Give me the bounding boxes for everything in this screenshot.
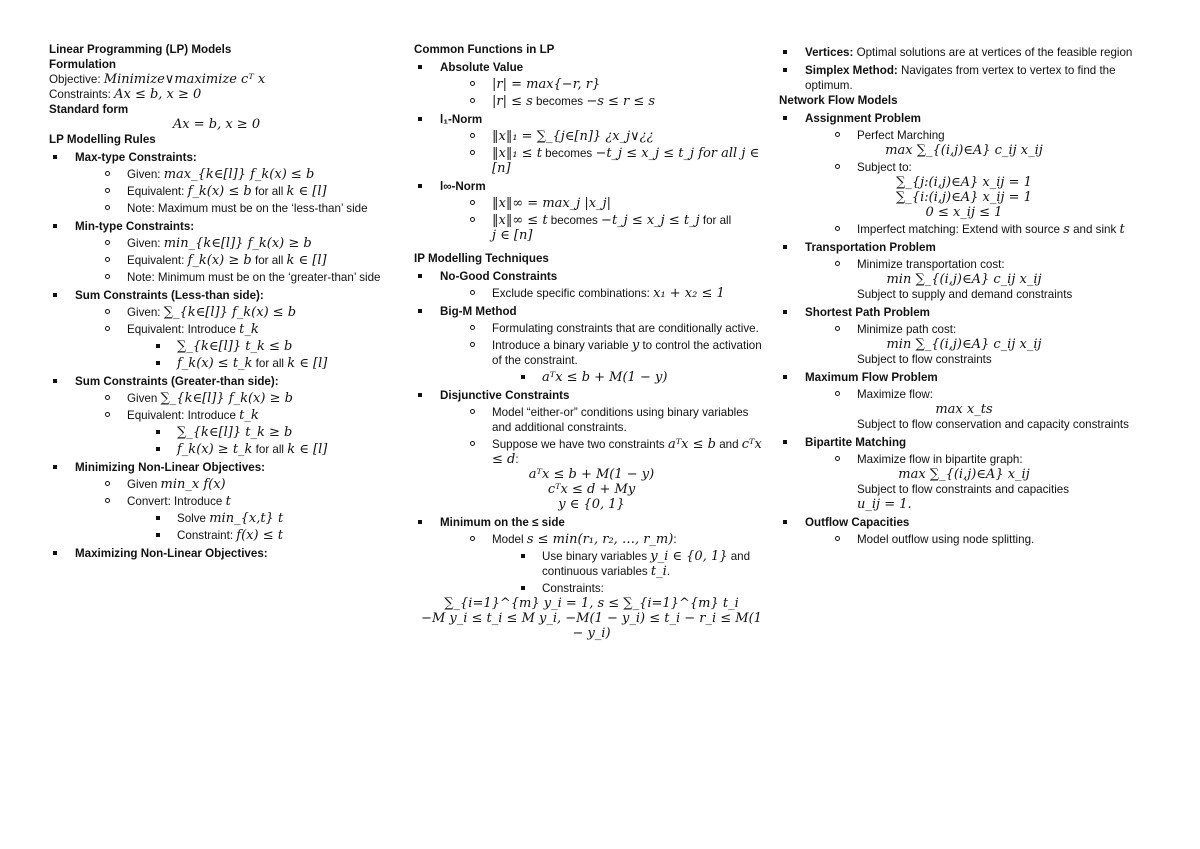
line-item	[414, 94, 769, 109]
line-label: Model outflow using node splitting.	[857, 533, 1035, 546]
line-item	[49, 442, 384, 457]
math-expression: |r| ≤ s	[492, 94, 533, 109]
line-text: and continuous variables	[542, 550, 751, 578]
line-item	[779, 143, 1149, 158]
math-expression: t	[225, 494, 231, 509]
line-text: for all	[252, 357, 288, 370]
line-item	[779, 240, 1149, 255]
line-text: becomes	[541, 147, 596, 160]
line-item	[49, 253, 384, 268]
section-heading	[414, 42, 769, 57]
column-3	[779, 42, 1149, 547]
math-expression: max x_ts	[935, 402, 993, 417]
math-expression: u_ij = 1.	[857, 497, 912, 512]
line-item	[49, 201, 384, 216]
line-item	[779, 337, 1149, 352]
math-expression: aᵀx ≤ b	[667, 437, 716, 452]
line-item	[779, 63, 1149, 93]
line-label: Note: Minimum must be on the ‘greater-than’ side	[127, 271, 381, 284]
line-item	[779, 190, 1149, 205]
line-item	[49, 184, 384, 199]
math-expression: f_k(x) ≤ b	[187, 184, 252, 199]
line-item	[49, 391, 384, 406]
line-item	[414, 196, 769, 211]
math-expression: ∑_{k∈[l]} f_k(x) ≤ b	[163, 305, 297, 320]
line-item	[414, 228, 769, 243]
line-label: Subject to:	[857, 161, 912, 174]
heading-text: Standard form	[49, 103, 129, 116]
line-item	[779, 322, 1149, 337]
math-expression: t_k	[239, 408, 259, 423]
line-item	[49, 87, 384, 102]
line-item	[779, 305, 1149, 320]
column-1	[49, 42, 384, 561]
section-heading	[779, 93, 1149, 108]
line-item	[49, 408, 384, 423]
item-title: Vertices:	[805, 46, 854, 59]
line-text: becomes	[532, 95, 587, 108]
line-item	[414, 405, 769, 435]
math-expression: ‖x‖₁ = ∑_{j∈[n]} ¿x_j∨¿¿	[492, 129, 654, 144]
math-expression: ∑_{i=1}^{m} y_i = 1, s ≤ ∑_{i=1}^{m} t_i	[444, 596, 739, 611]
line-label: Objective:	[49, 73, 104, 86]
math-expression: 0 ≤ x_ij ≤ 1	[925, 205, 1003, 220]
math-expression: k ∈ [l]	[287, 442, 328, 457]
item-title: Bipartite Matching	[805, 436, 907, 449]
math-expression: f_k(x) ≤ t_k	[177, 356, 253, 371]
line-item	[414, 532, 769, 547]
line-label: Minimize path cost:	[857, 323, 957, 336]
line-item	[49, 236, 384, 251]
math-expression: s ≤ min(r₁, r₂, …, r_m)	[526, 532, 674, 547]
line-label: Use binary variables	[542, 550, 651, 563]
line-label: Imperfect matching: Extend with source	[857, 223, 1064, 236]
math-expression: ∑_{j:(i,j)∈A} x_ij = 1	[896, 175, 1032, 190]
line-text: Optimal solutions are at vertices of the feasible region	[853, 46, 1133, 59]
item-title: Max-type Constraints:	[75, 151, 197, 164]
math-expression: aᵀx ≤ b + M(1 − y)	[542, 370, 668, 385]
line-item	[779, 128, 1149, 143]
math-expression: y ∈ {0, 1}	[558, 497, 625, 512]
line-text: for all	[252, 443, 288, 456]
line-item	[779, 205, 1149, 220]
line-label: Exclude specific combinations:	[492, 287, 654, 300]
section-heading	[49, 132, 384, 147]
item-title: Maximizing Non-Linear Objectives:	[75, 547, 268, 560]
heading-text: Network Flow Models	[779, 94, 898, 107]
item-title: Transportation Problem	[805, 241, 936, 254]
item-title: l∞-Norm	[440, 180, 486, 193]
line-item	[414, 243, 769, 251]
math-expression: max ∑_{(i,j)∈A} c_ij x_ij	[885, 143, 1043, 158]
math-expression: k ∈ [l]	[286, 184, 327, 199]
line-item	[779, 482, 1149, 497]
math-expression: min_x f(x)	[160, 477, 226, 492]
line-label: Maximize flow in bipartite graph:	[857, 453, 1023, 466]
line-item	[49, 477, 384, 492]
heading-text: LP Modelling Rules	[49, 133, 156, 146]
line-item	[414, 179, 769, 194]
section-heading	[49, 102, 384, 117]
line-item	[779, 402, 1149, 417]
math-expression: min_{k∈[l]} f_k(x) ≥ b	[163, 236, 312, 251]
item-title: Minimum on the ≤ side	[440, 516, 565, 529]
line-item	[779, 352, 1149, 367]
line-item	[49, 339, 384, 354]
line-text: for all	[699, 214, 732, 227]
line-item	[49, 117, 384, 132]
line-item	[49, 528, 384, 543]
line-item	[49, 511, 384, 526]
line-item	[779, 287, 1149, 302]
line-label: Perfect Marching	[857, 129, 945, 142]
line-item	[414, 269, 769, 284]
line-label: Given:	[127, 306, 164, 319]
math-expression: ∑_{k∈[l]} f_k(x) ≥ b	[160, 391, 293, 406]
line-item	[49, 219, 384, 234]
line-label: Equivalent: Introduce	[127, 323, 240, 336]
line-text: and	[715, 438, 742, 451]
line-label: Solve	[177, 512, 210, 525]
math-expression: aᵀx ≤ b + M(1 − y)	[528, 467, 655, 482]
line-label: Constraints:	[49, 88, 115, 101]
line-label: Constraints:	[542, 582, 604, 595]
math-expression: ‖x‖₁ ≤ t	[492, 146, 542, 161]
line-item	[779, 257, 1149, 272]
line-item	[49, 288, 384, 303]
line-label: Model “either-or” conditions using binary variables and additional constraints.	[492, 406, 749, 434]
math-expression: cᵀx ≤ d + My	[547, 482, 636, 497]
math-expression: t_k	[239, 322, 259, 337]
line-item	[49, 546, 384, 561]
line-item	[49, 167, 384, 182]
math-expression: t_i	[650, 564, 667, 579]
line-item	[779, 497, 1149, 512]
line-item	[414, 497, 769, 512]
line-item	[414, 515, 769, 530]
math-expression: j ∈ [n]	[492, 228, 533, 243]
line-item	[779, 417, 1149, 432]
line-item	[414, 286, 769, 301]
math-expression: y_i ∈ {0, 1}	[650, 549, 728, 564]
line-item	[414, 112, 769, 127]
column-2	[414, 42, 769, 641]
line-item	[779, 222, 1149, 237]
line-item	[779, 370, 1149, 385]
math-expression: ∑_{i:(i,j)∈A} x_ij = 1	[896, 190, 1032, 205]
line-item	[414, 77, 769, 92]
item-title: Absolute Value	[440, 61, 524, 74]
item-title: Disjunctive Constraints	[440, 389, 570, 402]
line-item	[414, 549, 769, 579]
math-expression: max_{k∈[l]} f_k(x) ≤ b	[163, 167, 315, 182]
line-item	[779, 387, 1149, 402]
line-item	[49, 322, 384, 337]
line-item	[414, 213, 769, 228]
line-item	[49, 374, 384, 389]
line-item	[414, 467, 769, 482]
heading-text: Formulation	[49, 58, 116, 71]
math-expression: |r| = max{−r, r}	[492, 77, 601, 92]
math-expression: s	[1063, 222, 1070, 237]
item-title: Assignment Problem	[805, 112, 921, 125]
line-item	[779, 452, 1149, 467]
line-label: Subject to flow constraints	[857, 353, 992, 366]
math-expression: x₁ + x₂ ≤ 1	[653, 286, 725, 301]
item-title: Minimizing Non-Linear Objectives:	[75, 461, 266, 474]
math-expression: min ∑_{(i,j)∈A} c_ij x_ij	[886, 272, 1042, 287]
math-expression: −s ≤ r ≤ s	[586, 94, 656, 109]
section-heading	[49, 42, 384, 57]
line-label: Equivalent: Introduce	[127, 409, 240, 422]
section-heading	[49, 57, 384, 72]
math-expression: max ∑_{(i,j)∈A} x_ij	[898, 467, 1030, 482]
line-item	[414, 581, 769, 596]
line-label: Model	[492, 533, 527, 546]
line-item	[414, 304, 769, 319]
line-text: to control the activation of the constraint.	[492, 339, 762, 367]
item-title: Sum Constraints (Greater-than side):	[75, 375, 279, 388]
line-label: Subject to flow constraints and capacities	[857, 483, 1070, 496]
line-item	[414, 611, 769, 641]
math-expression: Ax ≤ b, x ≥ 0	[114, 87, 202, 102]
line-item	[414, 129, 769, 144]
line-label: Constraint:	[177, 529, 237, 542]
line-label: Given	[127, 392, 161, 405]
line-text: .	[666, 565, 671, 578]
line-item	[779, 45, 1149, 60]
line-item	[779, 515, 1149, 530]
math-expression: k ∈ [l]	[287, 356, 328, 371]
line-text: :	[673, 533, 677, 546]
item-title: Shortest Path Problem	[805, 306, 930, 319]
line-label: Formulating constraints that are conditionally active.	[492, 322, 759, 335]
line-item	[49, 72, 384, 87]
line-item	[414, 388, 769, 403]
item-title: Min-type Constraints:	[75, 220, 195, 233]
line-text: :	[515, 453, 519, 466]
line-item	[414, 596, 769, 611]
line-label: Subject to supply and demand constraints	[857, 288, 1073, 301]
line-label: Equivalent:	[127, 185, 188, 198]
item-title: Big-M Method	[440, 305, 517, 318]
math-expression: −t_j ≤ x_j ≤ t_j for all j ∈ [n]	[492, 146, 760, 176]
math-expression: ∑_{k∈[l]} t_k ≤ b	[177, 339, 293, 354]
item-title: No-Good Constraints	[440, 270, 558, 283]
line-item	[779, 111, 1149, 126]
line-item	[49, 494, 384, 509]
line-label: Given:	[127, 168, 164, 181]
line-label: Given	[127, 478, 161, 491]
math-expression: min ∑_{(i,j)∈A} c_ij x_ij	[886, 337, 1042, 352]
line-item	[414, 370, 769, 385]
line-item	[49, 460, 384, 475]
math-expression: min_{x,t} t	[209, 511, 284, 526]
line-item	[49, 150, 384, 165]
math-expression: t	[1119, 222, 1125, 237]
line-item	[49, 305, 384, 320]
math-expression: ‖x‖∞ = max_j |x_j|	[492, 196, 612, 211]
math-expression: f_k(x) ≥ t_k	[177, 442, 253, 457]
line-text: becomes	[547, 214, 602, 227]
math-expression: ∑_{k∈[l]} t_k ≥ b	[177, 425, 293, 440]
line-item	[779, 532, 1149, 547]
line-label: Note: Maximum must be on the ‘less-than’ side	[127, 202, 368, 215]
line-text: for all	[251, 254, 287, 267]
line-item	[49, 425, 384, 440]
item-title: Sum Constraints (Less-than side):	[75, 289, 264, 302]
math-expression: −t_j ≤ x_j ≤ t_j	[601, 213, 700, 228]
line-item	[414, 338, 769, 368]
math-expression: cᵀx ≤ d	[492, 437, 762, 467]
line-item	[779, 175, 1149, 190]
item-title: Simplex Method:	[805, 64, 898, 77]
line-item	[779, 467, 1149, 482]
math-expression: ‖x‖∞ ≤ t	[492, 213, 548, 228]
line-item	[414, 437, 769, 467]
line-item	[779, 160, 1149, 175]
math-expression: Ax = b, x ≥ 0	[172, 117, 261, 132]
line-label: Maximize flow:	[857, 388, 934, 401]
item-title: Outflow Capacities	[805, 516, 910, 529]
math-expression: Minimize∨maximize cᵀ x	[103, 72, 266, 87]
line-text: and sink	[1069, 223, 1120, 236]
math-expression: f_k(x) ≥ b	[187, 253, 252, 268]
line-item	[779, 435, 1149, 450]
line-text: for all	[251, 185, 287, 198]
line-label: Suppose we have two constraints	[492, 438, 668, 451]
line-item	[49, 356, 384, 371]
line-label: Introduce a binary variable	[492, 339, 632, 352]
heading-text: Common Functions in LP	[414, 43, 555, 56]
line-item	[49, 270, 384, 285]
line-label: Minimize transportation cost:	[857, 258, 1005, 271]
section-heading	[414, 251, 769, 266]
line-item	[414, 60, 769, 75]
line-item	[779, 272, 1149, 287]
math-expression: −M y_i ≤ t_i ≤ M y_i, −M(1 − y_i) ≤ t_i − r_i ≤ M(1 − y_i)	[421, 611, 762, 641]
line-label: Convert: Introduce	[127, 495, 226, 508]
heading-text: IP Modelling Techniques	[414, 252, 549, 265]
item-title: l₁-Norm	[440, 113, 483, 126]
line-label: Given:	[127, 237, 164, 250]
line-item	[414, 321, 769, 336]
line-label: Subject to flow conservation and capacity constraints	[857, 418, 1129, 431]
math-expression: y	[631, 338, 640, 353]
line-text: Navigates from vertex to vertex to find the optimum.	[805, 64, 1116, 92]
math-expression: f(x) ≤ t	[236, 528, 283, 543]
item-title: Maximum Flow Problem	[805, 371, 938, 384]
math-expression: k ∈ [l]	[286, 253, 327, 268]
line-item	[414, 482, 769, 497]
line-item	[414, 146, 769, 176]
heading-text: Linear Programming (LP) Models	[49, 43, 232, 56]
line-label: Equivalent:	[127, 254, 188, 267]
